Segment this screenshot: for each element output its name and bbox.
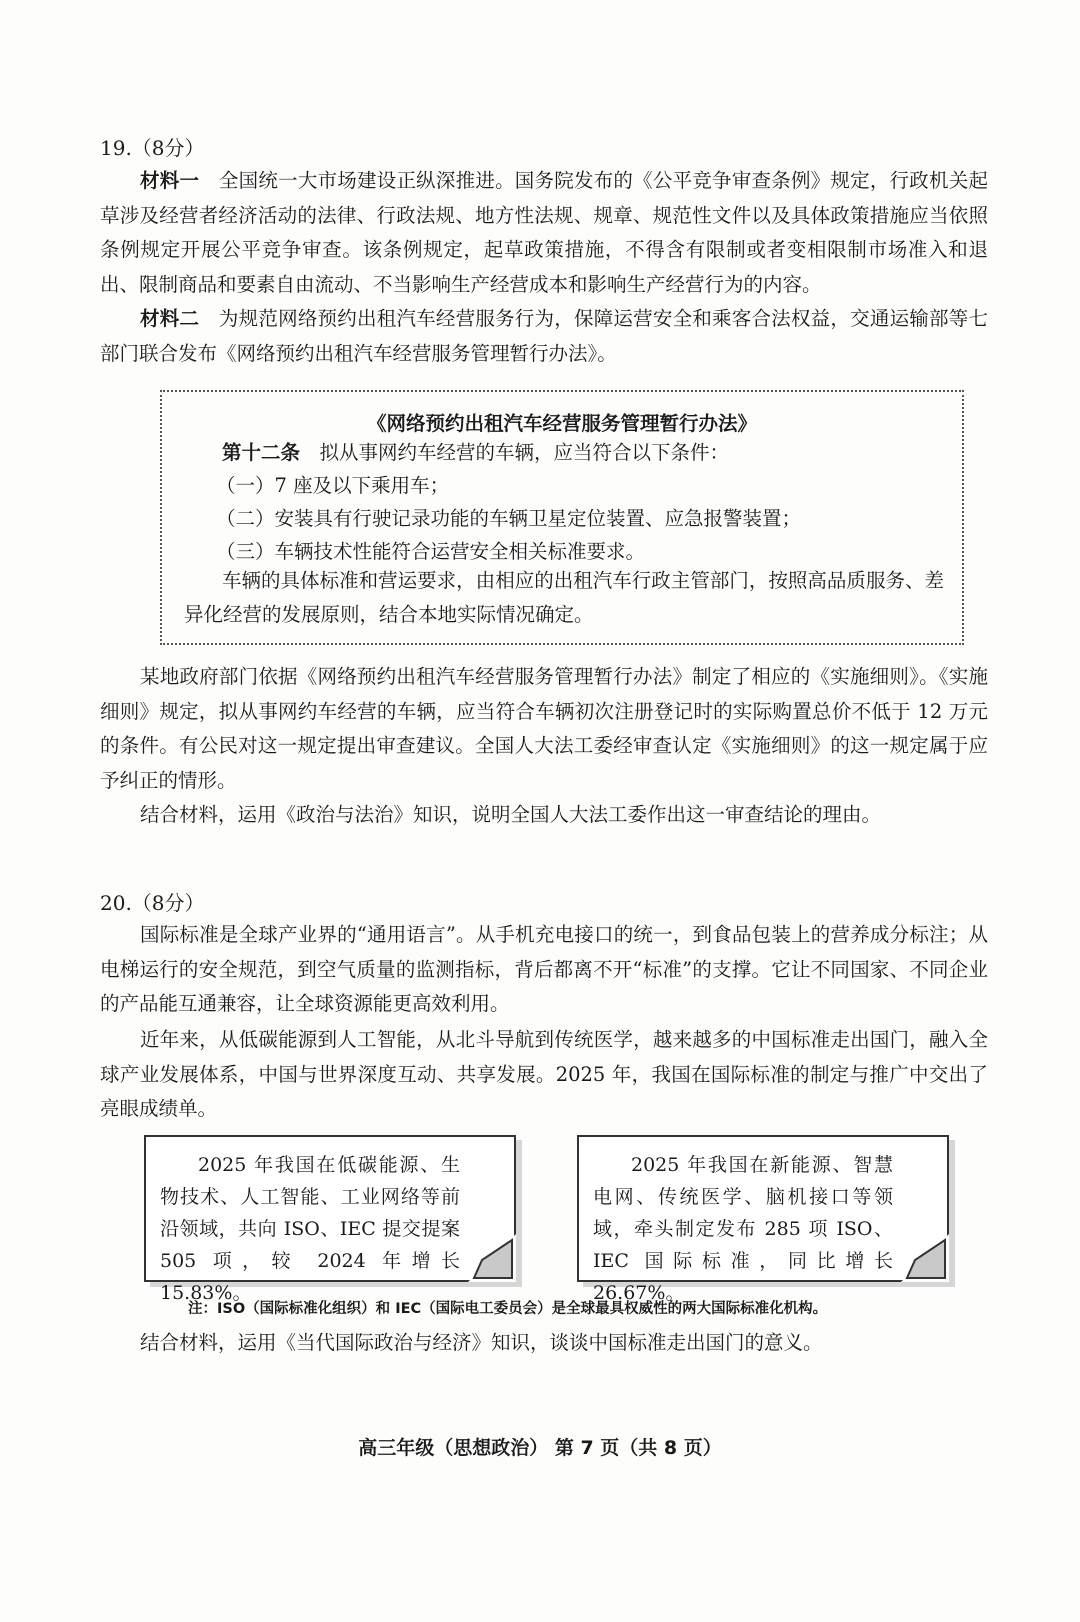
law-article-12: [222, 439, 729, 467]
article-label: 第十二条: [222, 441, 301, 464]
article-text: 拟从事网约车经营的车辆，应当符合以下条件：: [319, 441, 730, 464]
q20-question: 结合材料，运用《当代国际政治与经济》知识，谈谈中国标准走出国门的意义。: [140, 1331, 823, 1354]
card-left-text: 2025 年我国在低碳能源、生物技术、人工智能、工业网络等前沿领域，共向 ISO、IEC 提交提案 505 项，较 2024 年增长 15.83%。: [160, 1154, 460, 1304]
law-item-1: （一）7 座及以下乘用车；: [216, 474, 450, 497]
law-item-3: （三）车辆技术性能符合运营安全相关标准要求。: [216, 540, 646, 563]
law-item-2: （二）安装具有行驶记录功能的车辆卫星定位装置、应急报警装置；: [216, 507, 802, 530]
q19-question: 结合材料，运用《政治与法治》知识，说明全国人大法工委作出这一审查结论的理由。: [140, 803, 882, 826]
data-card-right: [577, 1135, 949, 1304]
q19-case-text: 某地政府部门依据《网络预约出租汽车经营服务管理暂行办法》制定了相应的《实施细则》。《实施细则》规定，拟从事网约车经营的车辆，应当符合车辆初次注册登记时的实际购置总价不低于 12 万元的条件。有公民对这一规定提出审查建议。全国人大法工委经审查认定《实施细则》的这一规定属于应予纠正的情形。: [100, 665, 988, 792]
question-20-number: 20.（8分）: [100, 891, 205, 915]
q20-paragraph-2: 近年来，从低碳能源到人工智能，从北斗导航到传统医学，越来越多的中国标准走出国门，融入全球产业发展体系，中国与世界深度互动、共享发展。2025 年，我国在国际标准的制定与推广中交出了亮眼成绩单。: [100, 1028, 988, 1120]
law-title: 《网络预约出租汽车经营服务管理暂行办法》: [366, 412, 757, 435]
material-1-text: 全国统一大市场建设正纵深推进。国务院发布的《公平竞争审查条例》规定，行政机关起草涉及经营者经济活动的法律、行政法规、地方性法规、规章、规范性文件以及具体政策措施应当依照条例规定开展公平竞争审查。该条例规定，起草政策措施，不得含有限制或者变相限制市场准入和退出、限制商品和要素自由流动、不当影响生产经营成本和影响生产经营行为的内容。: [100, 169, 988, 296]
material-2-text: 为规范网络预约出租汽车经营服务行为，保障运营安全和乘客合法权益，交通运输部等七部门联合发布《网络预约出租汽车经营服务管理暂行办法》。: [100, 307, 988, 365]
material-1-label: 材料一: [140, 169, 200, 192]
page-curl-icon: [901, 1234, 949, 1282]
page-footer: 高三年级（思想政治） 第 7 页（共 8 页）: [358, 1437, 722, 1459]
card-right-text: 2025 年我国在新能源、智慧电网、传统医学、脑机接口等领域，牵头制定发布 285 项 ISO、IEC 国际标准，同比增长 26.67%。: [593, 1154, 893, 1304]
q20-paragraph-1: 国际标准是全球产业界的“通用语言”。从手机充电接口的统一，到食品包装上的营养成分标注；从电梯运行的安全规范，到空气质量的监测指标，背后都离不开“标准”的支撑。它让不同国家、不同企业的产品能互通兼容，让全球资源能更高效利用。: [100, 923, 988, 1015]
data-card-left: [144, 1135, 516, 1304]
law-note: 车辆的具体标准和营运要求，由相应的出租汽车行政主管部门，按照高品质服务、差异化经营的发展原则，结合本地实际情况确定。: [184, 569, 944, 626]
law-excerpt-box: [160, 390, 964, 645]
q20-footnote: 注：ISO（国际标准化组织）和 IEC（国际电工委员会）是全球最具权威性的两大国际标准化机构。: [188, 1301, 828, 1317]
material-2-label: 材料二: [140, 307, 200, 330]
q19-material-2: [100, 302, 988, 371]
question-19-number: 19.（8分）: [100, 136, 205, 160]
q19-material-1: [100, 164, 988, 302]
page-curl-icon: [468, 1234, 516, 1282]
